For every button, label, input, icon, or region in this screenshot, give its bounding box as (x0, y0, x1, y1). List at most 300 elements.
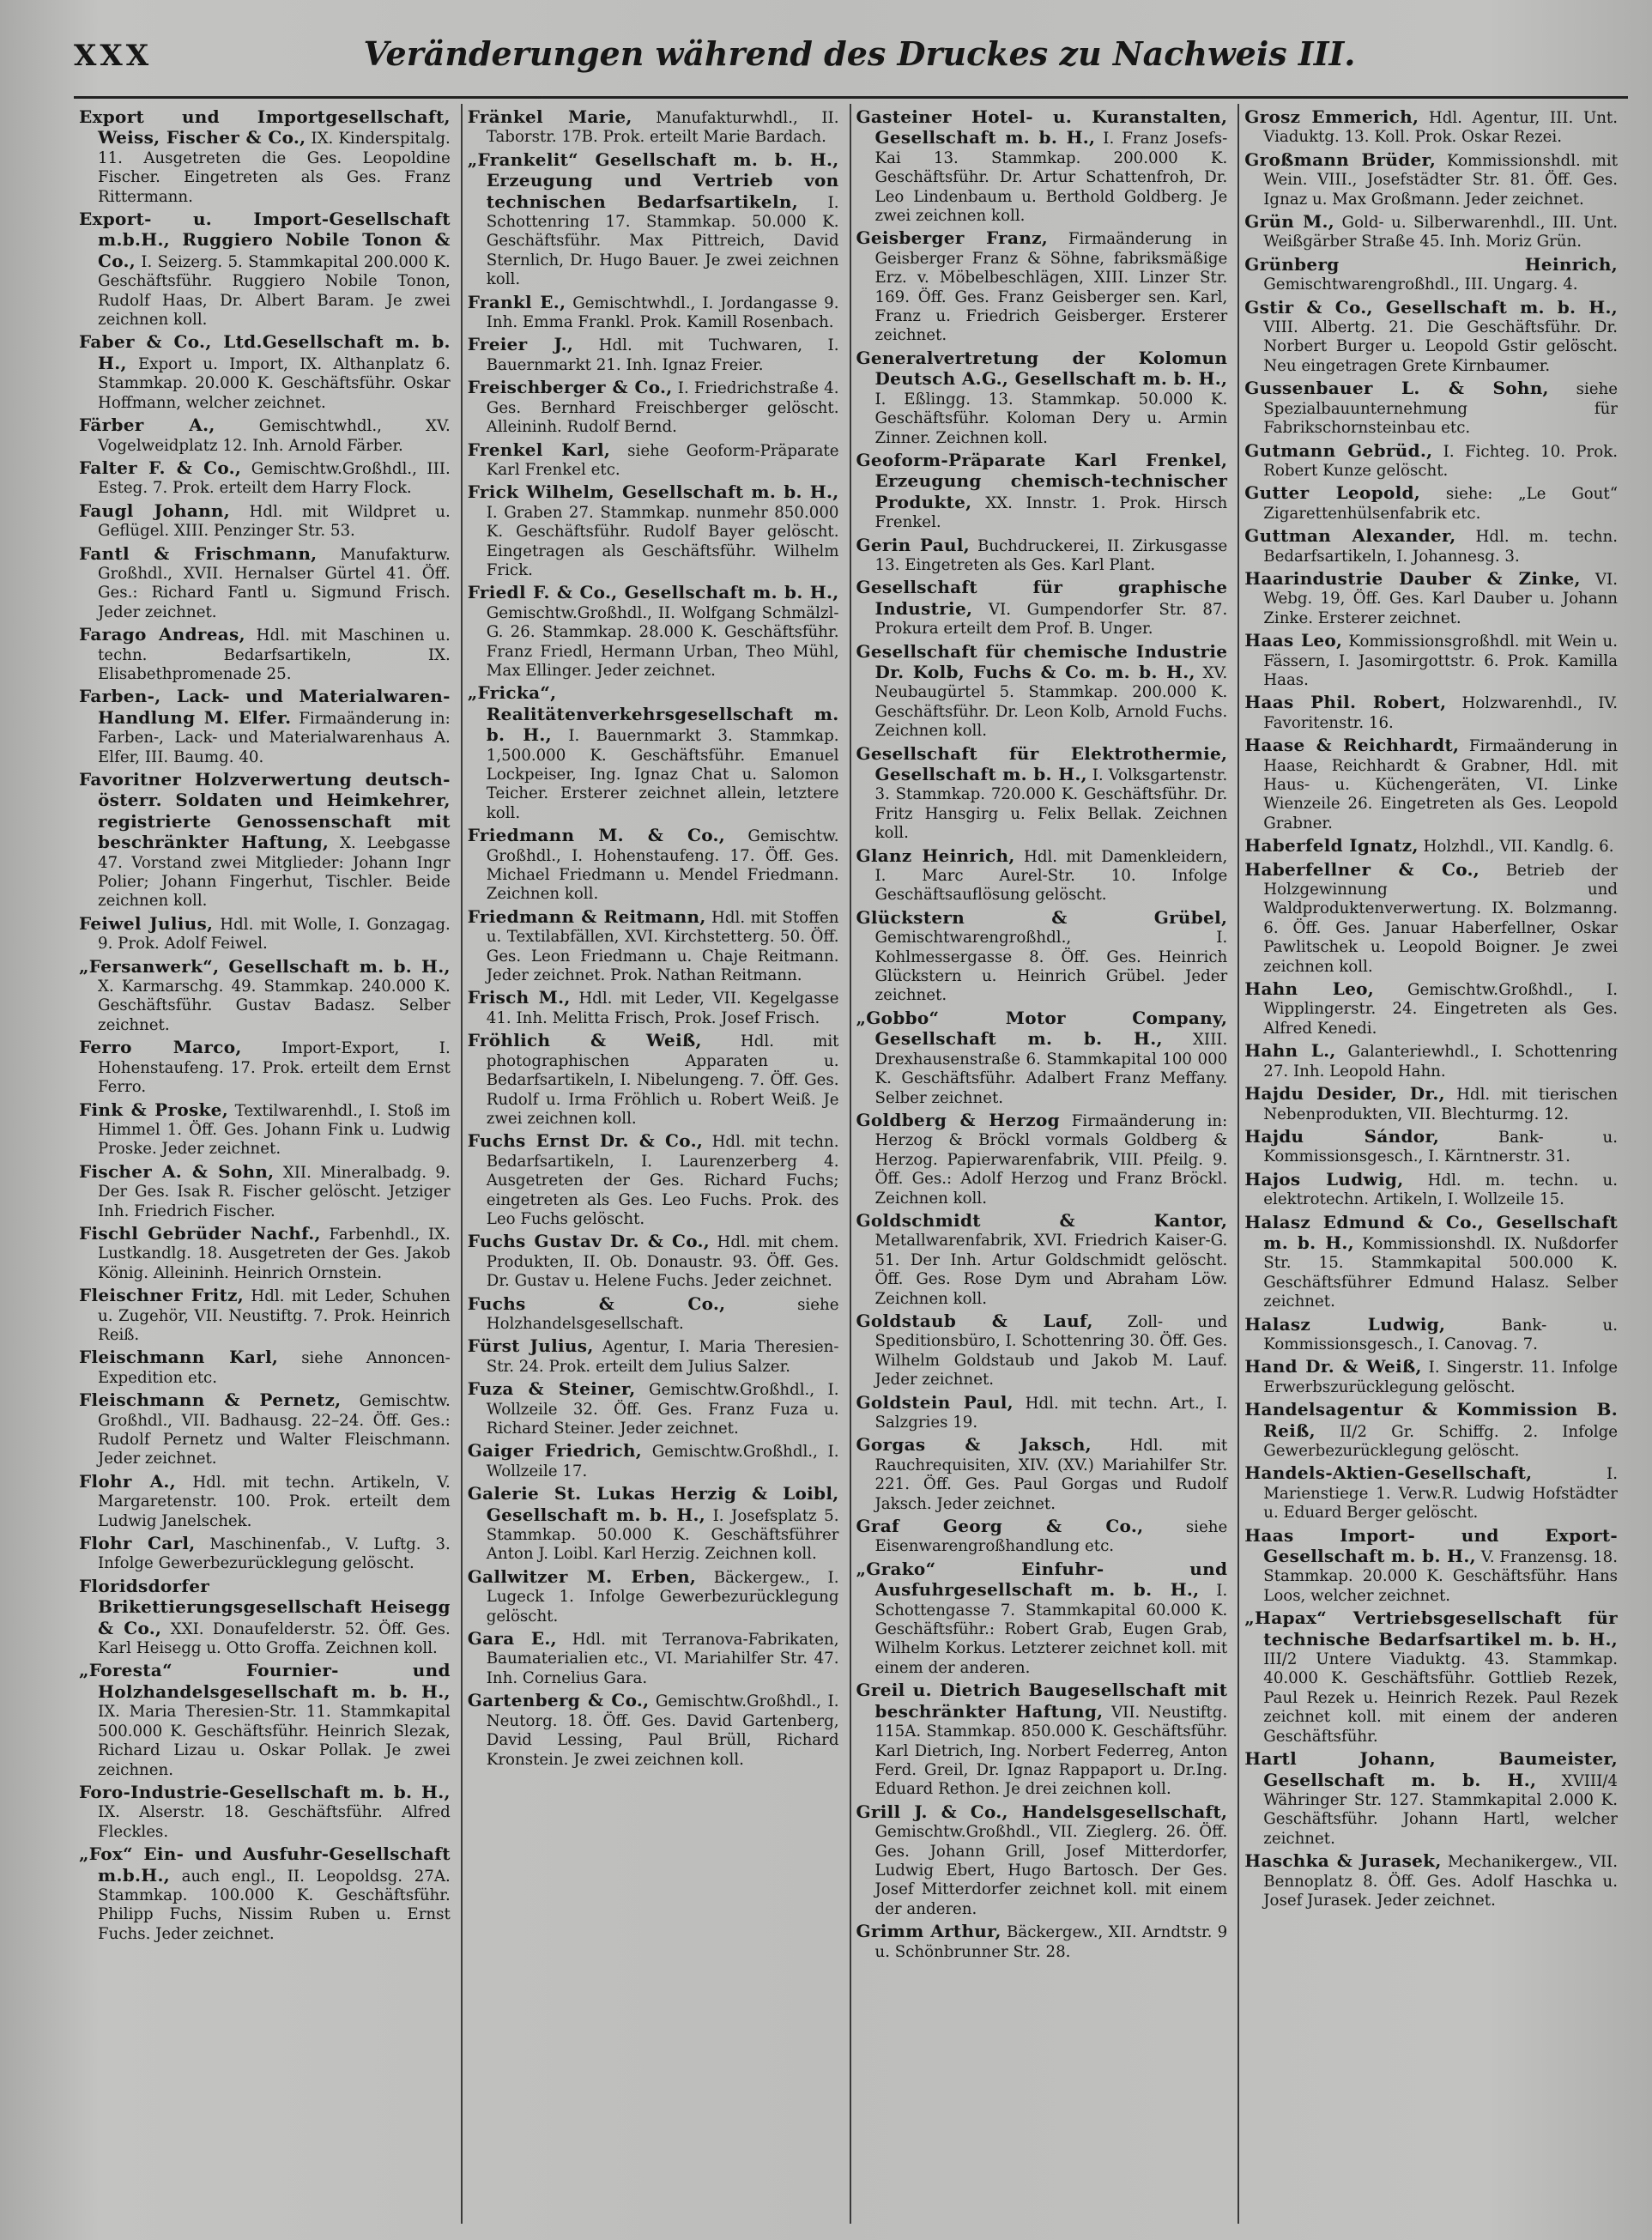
directory-entry (1244, 836, 1618, 857)
directory-entry (856, 1211, 1228, 1309)
directory-entry (79, 1286, 451, 1345)
entry-text: XIII. Drexhausenstraße 6. Stammkapital 100 000 K. Geschäftsführ. Adalbert Franz Meffany. Selber zeichnet. (874, 1031, 1228, 1107)
entry-text: Holzwarenhdl., IV. Favoritenstr. 16. (1263, 694, 1618, 732)
entry-text: Firmaänderung in: Herzog & Bröckl vormals Goldberg & Herzog. Papierwarenfabrik, VIII. Pfeilg. 9. Öff. Ges.: Adolf Herzog und Franz Bröckl. Zeichnen koll. (874, 1111, 1228, 1208)
entry-text: siehe Annoncen-Expedition etc. (98, 1349, 451, 1387)
directory-entry (856, 642, 1228, 742)
entry-text: III/2 Untere Viaduktg. 43. Stammkap. 40.000 K. Geschäftsführ. Gottlieb Rezek, Paul Rezek u. Heinrich Rezek. Paul Rezek zeichnet koll. mit einem der anderen Geschäftsführ. (1263, 1650, 1618, 1746)
entry-name: Haberfellner & Co., (1244, 858, 1480, 880)
entry-text: Gemischtwarengroßhdl., III. Ungarg. 4. (1263, 275, 1578, 294)
directory-entry (856, 1008, 1228, 1108)
directory-entry (856, 451, 1228, 533)
entry-text: Kommissionshdl. mit Wein. VIII., Josefstädter Str. 81. Öff. Ges. Ignaz u. Max Großmann. Jeder zeichnet. (1263, 151, 1619, 209)
directory-entry (79, 332, 451, 413)
directory-entry (856, 1559, 1228, 1678)
entry-text: Hdl. Agentur, III. Unt. Viaduktg. 13. Koll. Prok. Oskar Rezei. (1263, 109, 1618, 147)
entry-text: I. Franz Josefs-Kai 13. Stammkap. 200.000 K. Geschäftsführ. Dr. Artur Schattenfroh, Dr. Leo Lindenbaum u. Berthold Goldberg. Je zwei zeichnen koll. (874, 130, 1228, 226)
entry-name: Haschka & Jurasek, (1244, 1850, 1442, 1872)
entry-name: Grosz Emmerich, (1244, 106, 1419, 127)
entry-text: auch engl., II. Leopoldsg. 27A. Stammkap. 100.000 K. Geschäftsführ. Philipp Fuchs, Nissim Ruben u. Ernst Fuchs. Jeder zeichnet. (98, 1867, 451, 1943)
entry-text: I. Fichteg. 10. Prok. Robert Kunze gelöscht. (1263, 442, 1618, 480)
entry-name: „Fersanwerk“, Gesellschaft m. b. H., (79, 955, 451, 977)
entry-name: Generalvertretung der Kolomun Deutsch A.G., Gesellschaft m. b. H., (856, 347, 1228, 390)
column-1 (74, 104, 463, 2224)
entry-name: Fuchs Gustav Dr. & Co., (467, 1231, 711, 1252)
directory-entry (79, 1472, 451, 1531)
directory-entry (468, 1031, 839, 1129)
entry-name: Haberfeld Ignatz, (1244, 835, 1419, 857)
entry-name: Goldstein Paul, (856, 1391, 1014, 1413)
directory-entry (856, 846, 1228, 905)
entry-text: Hdl. m. techn. u. elektrotechn. Artikeln, I. Wollzeile 15. (1263, 1171, 1618, 1209)
directory-entry (1244, 1463, 1618, 1523)
entry-text: siehe Geoform-Präparate Karl Frenkel etc. (486, 441, 839, 479)
entry-name: Fischer A. & Sohn, (79, 1160, 275, 1182)
entry-name: Gstir & Co., Gesellschaft m. b. H., (1244, 296, 1618, 318)
entry-name: Grünberg Heinrich, (1244, 253, 1618, 275)
entry-text: Hdl. mit Wolle, I. Gonzagag. 9. Prok. Adolf Feiwel. (98, 915, 451, 954)
entry-text: Hdl. mit Leder, Schuhen u. Zugehör, VII. Neustiftg. 7. Prok. Heinrich Reiß. (98, 1287, 451, 1344)
entry-name: Haas Leo, (1244, 630, 1343, 651)
entry-text: Gold- u. Silberwarenhdl., III. Unt. Weißgärber Straße 45. Inh. Moriz Grün. (1263, 214, 1618, 251)
directory-entry (1244, 441, 1618, 481)
entry-text: I. Volksgartenstr. 3. Stammkap. 720.000 K. Geschäftsführ. Dr. Fritz Hansgirg u. Felix Bellak. Zeichnen koll. (874, 766, 1228, 843)
entry-name: Hajdu Sándor, (1244, 1125, 1440, 1147)
directory-entry (468, 1336, 839, 1377)
entry-text: XV. Neubaugürtel 5. Stammkap. 200.000 K. Geschäftsführ. Dr. Leon Kolb, Arnold Fuchs. Zeichnen koll. (874, 663, 1228, 741)
entry-name: Haase & Reichhardt, (1244, 735, 1460, 756)
column-3 (851, 104, 1240, 2224)
entry-name: Hajos Ludwig, (1244, 1168, 1404, 1190)
entry-text: Gemischtw.Großhdl., I. Wollzeile 32. Öff. Ges. Franz Fuza u. Richard Steiner. Jeder zeichnet. (486, 1381, 839, 1438)
directory-entry (468, 440, 839, 481)
entry-name: Gerin Paul, (856, 534, 970, 555)
directory-entry (468, 826, 839, 905)
entry-name: Frankl E., (467, 291, 566, 312)
entry-name: Halasz Ludwig, (1244, 1313, 1446, 1335)
directory-entry (468, 1441, 839, 1481)
directory-entry (856, 1680, 1228, 1799)
entry-name: Gutter Leopold, (1244, 482, 1421, 504)
entry-name: Fantl & Frischmann, (79, 542, 318, 564)
entry-text: Galanteriewhdl., I. Schottenring 27. Inh. Leopold Hahn. (1263, 1043, 1618, 1081)
directory-entry (79, 458, 451, 499)
directory-entry (1244, 298, 1618, 377)
entry-name: Fleischner Fritz, (79, 1285, 245, 1306)
entry-text: Hdl. mit photographischen Apparaten u. Bedarfsartikeln, I. Nibelungeng. 7. Öff. Ges. Rudolf u. Irma Fröhlich u. Robert Weiß. Je zwei zeichnen koll. (486, 1032, 839, 1128)
entry-text: Maschinenfab., V. Luftg. 3. Infolge Gewerbezurücklegung gelöscht. (98, 1535, 451, 1573)
entry-name: Fränkel Marie, (467, 106, 632, 127)
entry-text: Hdl. mit Leder, VII. Kegelgasse 41. Inh. Melitta Frisch, Prok. Josef Frisch. (486, 990, 839, 1027)
entry-text: Hdl. mit Rauchrequisiten, XIV. (XV.) Mariahilfer Str. 221. Öff. Ges. Paul Gorgas und Rudolf Jaksch. Jeder zeichnet. (874, 1437, 1228, 1513)
entry-name: Fröhlich & Weiß, (467, 1030, 702, 1051)
directory-entry (1244, 483, 1618, 524)
directory-entry (468, 1131, 839, 1229)
entry-text: Hdl. mit Damenkleidern, I. Marc Aurel-Str. 10. Infolge Geschäftsauflösung gelöscht. (874, 847, 1228, 905)
directory-entry (79, 1844, 451, 1944)
entry-text: siehe: „Le Gout“ Zigarettenhülsenfabrik etc. (1263, 485, 1618, 523)
entry-text: Manufakturw. Großhdl., XVII. Hernalser Gürtel 41. Öff. Ges.: Richard Fantl u. Sigmund Frisch. Jeder zeichnet. (98, 545, 451, 621)
entry-name: Floridsdorfer Brikettierungsgesellschaft Heisegg & Co., (79, 1575, 451, 1638)
directory-entry (1244, 1213, 1618, 1312)
entry-text: Hdl. mit Stoffen u. Textilabfällen, XVI. Kirchstetterg. 50. Öff. Ges. Leon Friedmann u. Chaje Reitmann. Jeder zeichnet. Prok. Nathan Reitmann. (486, 908, 839, 985)
entry-name: „Fox“ Ein- und Ausfuhr-Gesellschaft m.b.H., (79, 1843, 451, 1886)
entry-text: XII. Mineralbadg. 9. Der Ges. Isak R. Fischer gelöscht. Jetziger Inh. Friedrich Fischer. (98, 1163, 451, 1220)
entry-text: Hdl. mit Tuchwaren, I. Bauernmarkt 21. Inh. Ignaz Freier. (486, 336, 839, 374)
entry-name: Gaiger Friedrich, (467, 1440, 643, 1462)
entry-name: Export und Importgesellschaft, Weiss, Fischer & Co., (79, 106, 451, 148)
entry-text: Gemischtw.Großhdl., VII. Zieglerg. 26. Öff. Ges. Johann Grill, Josef Mitterdorfer, Ludwig Ebert, Hugo Bartosch. Der Ges. Josef Mitterdorfer zeichnet koll. mit einem der anderen. (874, 1823, 1228, 1918)
directory-entry (468, 1294, 839, 1335)
entry-name: Fleischmann Karl, (79, 1347, 279, 1368)
entry-text: Export u. Import, IX. Althanplatz 6. Stammkap. 20.000 K. Geschäftsführ. Oskar Hoffmann, welcher zeichnet. (98, 354, 451, 412)
directory-entry (856, 1802, 1228, 1919)
entry-name: Gutmann Gebrüd., (1244, 439, 1433, 461)
column-2 (463, 104, 851, 2224)
entry-name: „Fricka“, Realitätenverkehrsgesellschaft m. b. H., (467, 682, 839, 746)
entry-name: Frisch M., (467, 987, 571, 1008)
entry-name: Gartenberg & Co., (467, 1690, 650, 1711)
entry-name: Gesellschaft für chemische Industrie Dr. Kolb, Fuchs & Co. m. b. H., (856, 640, 1228, 682)
entry-text: Holzhdl., VII. Kandlg. 6. (1418, 838, 1614, 857)
directory-entry (468, 1379, 839, 1438)
entry-name: Hahn L., (1244, 1040, 1336, 1062)
entry-name: Galerie St. Lukas Herzig & Loibl, Gesellschaft m. b. H., (467, 1483, 839, 1525)
entry-name: Handels-Aktien-Gesellschaft, (1244, 1462, 1533, 1484)
directory-entry (856, 228, 1228, 345)
directory-entry (79, 914, 451, 954)
directory-entry (79, 107, 451, 207)
directory-entry (468, 1691, 839, 1770)
directory-entry (1244, 378, 1618, 438)
directory-entry (856, 1922, 1228, 1962)
entry-name: Hahn Leo, (1244, 978, 1375, 1000)
entry-text: Betrieb der Holzgewinnung und Waldproduktenverwertung. IX. Bolzmanng. 6. Öff. Ges. Januar Haberfellner, Oskar Pawlitschek u. Leopold Boigner. Je zwei zeichnen koll. (1263, 861, 1618, 976)
entry-text: Textilwarenhdl., I. Stoß im Himmel 1. Öff. Ges. Johann Fink u. Ludwig Proske. Jeder zeichnet. (98, 1101, 451, 1159)
entry-text: Farbenhdl., IX. Lustkandlg. 18. Ausgetreten der Ges. Jakob König. Alleininh. Heinrich Ornstein. (98, 1225, 451, 1282)
directory-entry (1244, 631, 1618, 690)
entry-text: Firmaänderung in Geisberger Franz & Söhne, fabriksmäßige Erz. v. Möbelbeschlägen, XIII. Linzer Str. 169. Öff. Ges. Franz Geisberger sen. Karl, Franz u. Friedrich Geisberger. Ersterer zeichnet. (874, 230, 1228, 345)
entry-name: Grün M., (1244, 211, 1335, 233)
entry-name: Fink & Proske, (79, 1099, 228, 1120)
entry-name: Fuchs & Co., (467, 1293, 726, 1314)
directory-entry (79, 770, 451, 911)
entry-text: Manufakturwhdl., II. Taborstr. 17B. Prok. erteilt Marie Bardach. (486, 109, 839, 147)
entry-text: I. Graben 27. Stammkap. nunmehr 850.000 K. Geschäftsführ. Rudolf Bayer gelöscht. Eingetragen als Geschäftsführ. Wilhelm Frick. (486, 503, 839, 579)
directory-entry (1244, 1400, 1618, 1461)
directory-entry (79, 1162, 451, 1221)
entry-name: Fleischmann & Pernetz, (79, 1389, 342, 1411)
directory-entry (468, 1567, 839, 1626)
entry-name: „Foresta“ Fournier- und Holzhandelsgesellschaft m. b. H., (79, 1660, 451, 1702)
directory-entry (1244, 1170, 1618, 1210)
directory-entry (468, 293, 839, 333)
entry-name: Graf Georg & Co., (856, 1516, 1144, 1537)
directory-entry (1244, 107, 1618, 148)
entry-text: Kommissionsgroßhdl. mit Wein u. Fässern, I. Jasomirgottstr. 6. Prok. Kamilla Haas. (1263, 633, 1619, 689)
directory-entry (1244, 693, 1618, 733)
entry-name: Hand Dr. & Weiß, (1244, 1356, 1422, 1377)
entry-name: Halasz Edmund & Co., Gesellschaft m. b. H., (1244, 1211, 1618, 1253)
entry-text: Agentur, I. Maria Theresien-Str. 24. Prok. erteilt dem Julius Salzer. (486, 1338, 839, 1376)
entry-text: Zoll- und Speditionsbüro, I. Schottenring 30. Öff. Ges. Wilhelm Goldstaub und Jakob M. Lauf. Jeder zeichnet. (874, 1312, 1228, 1389)
directory-entry (856, 744, 1228, 844)
directory-entry (468, 1484, 839, 1565)
entry-text: XXI. Donaufelderstr. 52. Öff. Ges. Karl Heisegg u. Otto Groffa. Zeichnen koll. (98, 1619, 451, 1658)
entry-name: Gara E., (467, 1628, 557, 1650)
entry-name: Geoform-Präparate Karl Frenkel, Erzeugung chemisch-technischer Produkte, (856, 449, 1228, 512)
entry-name: Freier J., (467, 334, 574, 355)
entry-text: Gemischtw.Großhdl., I. Neutorg. 18. Öff. Ges. David Gartenberg, David Lessing, Paul Brüll, Richard Kronstein. Je zwei zeichnen koll. (486, 1692, 839, 1769)
entry-text: siehe Holzhandelsgesellschaft. (486, 1295, 839, 1333)
entry-text: Import-Export, I. Hohenstaufeng. 17. Prok. erteilt dem Ernst Ferro. (98, 1039, 451, 1097)
entry-text: Firmaänderung in: Farben-, Lack- und Materialwarenhaus A. Elfer, III. Baumg. 40. (98, 709, 451, 766)
entry-text: Hdl. mit tierischen Nebenprodukten, VII. Blechturmg. 12. (1263, 1086, 1618, 1123)
entry-name: Frick Wilhelm, Gesellschaft m. b. H., (467, 481, 839, 503)
entry-text: Kommissionshdl. IX. Nußdorfer Str. 15. Stammkapital 500.000 K. Geschäftsführer Edmund Halasz. Selber zeichnet. (1263, 1234, 1618, 1311)
entry-name: Grimm Arthur, (856, 1921, 1001, 1942)
directory-entry (79, 957, 451, 1036)
entry-name: Freischberger & Co., (467, 377, 673, 398)
entry-text: I. Marienstiege 1. Verw.R. Ludwig Hofstädter u. Eduard Berger gelöscht. (1263, 1465, 1618, 1523)
entry-text: I. Singerstr. 11. Infolge Erwerbszurücklegung gelöscht. (1263, 1359, 1618, 1396)
entry-name: Gesellschaft für Elektrothermie, Gesellschaft m. b. H., (856, 742, 1228, 784)
entry-name: Glanz Heinrich, (856, 845, 1015, 866)
entry-name: Falter F. & Co., (79, 457, 242, 478)
entry-name: Haarindustrie Dauber & Zinke, (1244, 567, 1581, 589)
entry-name: Haas Import- und Export-Gesellschaft m. b. H., (1244, 1524, 1618, 1567)
entry-name: Großmann Brüder, (1244, 148, 1437, 170)
directory-entry (1244, 736, 1618, 833)
entry-text: Gemischtw.Großhdl., III. Esteg. 7. Prok. erteilt dem Harry Flock. (98, 459, 451, 498)
directory-entry (856, 1517, 1228, 1557)
entry-name: Farago Andreas, (79, 624, 245, 645)
entry-text: siehe Spezialbauunternehmung für Fabrikschornsteinbau etc. (1263, 380, 1619, 438)
entry-name: Grill J. & Co., Handelsgesellschaft, (856, 1801, 1228, 1822)
entry-name: Friedmann M. & Co., (467, 825, 726, 846)
directory-entry (1244, 1041, 1618, 1081)
directory-entry (79, 1100, 451, 1159)
directory-entry (468, 378, 839, 437)
entry-text: Bank- u. Kommissionsgesch., I. Kärntnerstr. 31. (1263, 1128, 1619, 1166)
entry-text: Bäckergew., XII. Arndtstr. 9 u. Schönbrunner Str. 28. (874, 1923, 1228, 1961)
entry-text: VII. Neustiftg. 115A. Stammkap. 850.000 K. Geschäftsführ. Karl Dietrich, Ing. Norbert Federreg, Anton Ferd. Greil, Dr. Ignaz Rappaport u. Dr.Ing. Eduard Rethon. Je drei zeichnen koll. (874, 1703, 1228, 1799)
entry-name: Gorgas & Jaksch, (856, 1434, 1092, 1456)
directory-entry (468, 150, 839, 290)
directory-entry (79, 501, 451, 542)
entry-text: Hdl. mit Terranova-Fabrikaten, Baumaterialien etc., VI. Mariahilfer Str. 47. Inh. Cornelius Gara. (486, 1631, 839, 1687)
entry-name: Hajdu Desider, Dr., (1244, 1083, 1445, 1105)
directory-entry (79, 1347, 451, 1388)
directory-entry (79, 1224, 451, 1283)
entry-text: Gemischtwhdl., XV. Vogelweidplatz 12. Inh. Arnold Färber. (98, 417, 451, 455)
entry-text: Gemischtw.Großhdl., II. Wolfgang Schmälzl-G. 26. Stammkap. 28.000 K. Geschäftsführ. Franz Friedl, Hermann Urban, Theo Mühl, Max Ellinger. Jeder zeichnet. (486, 603, 839, 680)
directory-entry (79, 544, 451, 623)
directory-entry (468, 683, 839, 823)
directory-entry (1244, 1315, 1618, 1355)
entry-name: Guttman Alexander, (1244, 525, 1456, 547)
entry-text: I. Schottengasse 7. Stammkapital 60.000 K. Geschäftsführ.: Robert Grab, Eugen Grab, Wilhelm Korkus. Letzterer zeichnet koll. mit einem der anderen. (874, 1582, 1228, 1677)
page-number: XXX (74, 39, 153, 73)
entry-name: Flohr Carl, (79, 1533, 196, 1554)
entry-name: Foro-Industrie-Gesellschaft m. b. H., (79, 1781, 451, 1802)
entry-text: VI. Webg. 19, Öff. Ges. Karl Dauber u. Johann Zinke. Ersterer zeichnet. (1263, 570, 1618, 627)
entry-name: Export- u. Import-Gesellschaft m.b.H., Ruggiero Nobile Tonon & Co., (79, 209, 451, 271)
entry-name: „Frankelit“ Gesellschaft m. b. H., Erzeugung und Vertrieb von technischen Bedarfsartikeln, (467, 148, 839, 212)
entry-text: I. Friedrichstraße 4. Ges. Bernhard Freischberger gelöscht. Alleininh. Rudolf Bernd. (486, 379, 839, 437)
directory-entry (1244, 526, 1618, 566)
entry-name: Glückstern & Grübel, (856, 906, 1228, 928)
directory-entry (79, 687, 451, 767)
entry-name: Gussenbauer L. & Sohn, (1244, 378, 1549, 399)
entry-text: X. Karmarschg. 49. Stammkap. 240.000 K. Geschäftsführ. Gustav Badasz. Selber zeichnet. (98, 978, 451, 1034)
entry-text: Hdl. m. techn. Bedarfsartikeln, I. Johannesg. 3. (1263, 528, 1618, 566)
entry-text: siehe Eisenwarengroßhandlung etc. (874, 1518, 1228, 1556)
entry-text: IX. Kinderspitalg. 11. Ausgetreten die Ges. Leopoldine Fischer. Eingetreten als Ges. Franz Rittermann. (98, 130, 451, 206)
directory-entry (79, 1038, 451, 1097)
entry-text: Gemischtw.Großhdl., I. Wollzeile 17. (486, 1443, 839, 1480)
entry-name: Fischl Gebrüder Nachf., (79, 1222, 321, 1244)
directory-entry (856, 348, 1228, 448)
directory-entry (856, 1393, 1228, 1433)
directory-entry (1244, 1526, 1618, 1607)
entry-name: Gesellschaft für graphische Industrie, (856, 577, 1228, 619)
entry-text: Bank- u. Kommissionsgesch., I. Canovag. 7. (1263, 1316, 1618, 1353)
entry-name: Geisberger Franz, (856, 227, 1049, 249)
entry-name: „Gobbo“ Motor Company, Gesellschaft m. b. H., (856, 1007, 1228, 1050)
entry-name: Friedmann & Reitmann, (467, 905, 706, 927)
entry-name: Flohr A., (79, 1470, 176, 1492)
entry-name: Hartl Johann, Baumeister, Gesellschaft m. b. H., (1244, 1748, 1618, 1790)
entry-text: Gemischtwarengroßhdl., I. Kohlmessergasse 8. Öff. Ges. Heinrich Glückstern u. Heinrich Grübel. Jeder zeichnet. (874, 929, 1228, 1005)
directory-entry (79, 1577, 451, 1659)
entry-text: VI. Gumpendorfer Str. 87. Prokura erteilt dem Prof. B. Unger. (874, 600, 1228, 639)
entry-name: Farben-, Lack- und Materialwaren-Handlung M. Elfer. (79, 686, 451, 728)
entry-text: I. Seizerg. 5. Stammkapital 200.000 K. Geschäftsführ. Ruggiero Nobile Tonon, Rudolf Haas, Dr. Albert Baram. Je zwei zeichnen koll. (98, 252, 451, 330)
entry-text: Hdl. mit techn. Artikeln, V. Margaretenstr. 100. Prok. erteilt dem Ludwig Janelschek. (98, 1473, 451, 1530)
entry-name: Frenkel Karl, (467, 439, 611, 460)
entry-text: Hdl. mit Maschinen u. techn. Bedarfsartikeln, IX. Elisabethpromenade 25. (98, 627, 451, 683)
entry-text: I. Eßlingg. 13. Stammkap. 50.000 K. Geschäftsführ. Koloman Dery u. Armin Zinner. Zeichnen koll. (874, 390, 1228, 447)
entry-name: Haas Phil. Robert, (1244, 692, 1447, 713)
entry-text: Metallwarenfabrik, XVI. Friedrich Kaiser-G. 51. Der Inh. Artur Goldschmidt gelöscht. Öff. Ges. Rose Dym und Abraham Löw. Zeichnen koll. (874, 1232, 1228, 1308)
entry-name: Fuchs Ernst Dr. & Co., (467, 1130, 704, 1152)
entry-name: Ferro Marco, (79, 1037, 242, 1058)
directory-entry (79, 415, 451, 456)
directory-entry (79, 1661, 451, 1779)
entry-name: Goldstaub & Lauf, (856, 1310, 1093, 1331)
entry-name: Faber & Co., Ltd.Gesellschaft m. b. H., (79, 331, 451, 373)
entry-text: Hdl. mit techn. Bedarfsartikeln, I. Laurenzerberg 4. Ausgetreten der Ges. Richard Fuchs; eingetreten als Ges. Leo Fuchs. Prok. des Leo Fuchs gelöscht. (486, 1133, 839, 1228)
entry-name: Goldberg & Herzog (856, 1109, 1060, 1130)
entry-text: V. Franzensg. 18. Stammkap. 20.000 K. Geschäftsführ. Hans Loos, welcher zeichnet. (1263, 1548, 1618, 1605)
entry-text: Bäckergew., I. Lugeck 1. Infolge Gewerbezurücklegung gelöscht. (486, 1568, 839, 1626)
entry-text: Gemischtwhdl., I. Jordangasse 9. Inh. Emma Frankl. Prok. Kamill Rosenbach. (486, 294, 839, 332)
directory-entry (1244, 1851, 1618, 1910)
directory-entry (856, 578, 1228, 639)
entry-text: VIII. Albertg. 21. Die Geschäftsführ. Dr. Norbert Burger u. Leopold Gstir gelöscht. Neu eingetragen Grete Kirnbaumer. (1263, 318, 1618, 375)
entry-text: Hdl. mit techn. Art., I. Salzgries 19. (874, 1394, 1228, 1432)
directory-entry (1244, 150, 1618, 209)
directory-entry (856, 908, 1228, 1006)
entry-name: Färber A., (79, 415, 215, 436)
entry-name: Fürst Julius, (467, 1335, 594, 1357)
directory-entry (1244, 979, 1618, 1038)
entry-text: XX. Innstr. 1. Prok. Hirsch Frenkel. (874, 493, 1228, 532)
directory-entry (79, 209, 451, 330)
entry-text: II/2 Gr. Schiffg. 2. Infolge Gewerbezurücklegung gelöscht. (1263, 1422, 1618, 1460)
directory-entry (79, 1783, 451, 1842)
directory-entry (1244, 1357, 1618, 1397)
directory-entry (468, 907, 839, 986)
entry-text: XVIII/4 Währinger Str. 127. Stammkapital 2.000 K. Geschäftsführ. Johann Hartl, welcher zeichnet. (1263, 1771, 1618, 1848)
entry-name: Favoritner Holzverwertung deutsch-österr. Soldaten und Heimkehrer, registrierte Genossenschaft mit beschränkter Haftung, (79, 769, 451, 853)
entry-text: Gemischtw. Großhdl., I. Hohenstaufeng. 17. Öff. Ges. Michael Friedmann u. Mendel Friedmann. Zeichnen koll. (486, 827, 839, 904)
directory-entry (468, 335, 839, 375)
directory-entry (1244, 212, 1618, 252)
entry-text: Mechanikergew., VII. Bennoplatz 8. Öff. Ges. Adolf Haschka u. Josef Jurasek. Jeder zeichnet. (1263, 1853, 1618, 1910)
entry-text: IX. Alserstr. 18. Geschäftsführ. Alfred Fleckles. (98, 1803, 451, 1841)
directory-entry (856, 107, 1228, 226)
column-4 (1239, 104, 1628, 2224)
directory-entry (468, 583, 839, 681)
directory-entry (468, 1232, 839, 1291)
entry-name: Handelsagentur & Kommission B. Reiß, (1244, 1399, 1618, 1441)
directory-entry (856, 1435, 1228, 1514)
directory-entry (1244, 1749, 1618, 1849)
entry-text: X. Leebgasse 47. Vorstand zwei Mitglieder: Johann Ingr Polier; Johann Fingerhut, Tischler. Beide zeichnen koll. (98, 834, 451, 911)
directory-entry (1244, 1127, 1618, 1167)
entry-name: „Hapax“ Vertriebsgesellschaft für technische Bedarfsartikel m. b. H., (1244, 1607, 1618, 1650)
entry-name: Gallwitzer M. Erben, (467, 1565, 697, 1587)
entry-text: Hdl. mit Wildpret u. Geflügel. XIII. Penzinger Str. 53. (98, 502, 451, 541)
entry-text: Gemischtw.Großhdl., I. Wipplingerstr. 24. Eingetreten als Ges. Alfred Kenedi. (1263, 981, 1618, 1038)
directory-entry (79, 1534, 451, 1574)
entry-text: I. Schottenring 17. Stammkap. 50.000 K. Geschäftsführ. Max Pittreich, David Sternlich, Dr. Hugo Bauer. Je zwei zeichnen koll. (486, 193, 839, 289)
page-title: Veränderungen während des Druckes zu Nachweis III. (363, 34, 1356, 73)
directory-entry (1244, 569, 1618, 628)
directory-entry (468, 1629, 839, 1688)
entry-name: „Grako“ Einfuhr- und Ausfuhrgesellschaft m. b. H., (856, 1558, 1228, 1601)
directory-entry (856, 1311, 1228, 1390)
page-header (74, 34, 1628, 99)
entry-name: Gasteiner Hotel- u. Kuranstalten, Gesellschaft m. b. H., (856, 106, 1228, 148)
directory-entry (1244, 860, 1618, 977)
directory-entry (1244, 1084, 1618, 1124)
entry-text: I. Bauernmarkt 3. Stammkap. 1,500.000 K. Geschäftsführ. Emanuel Lockpeiser, Ing. Ignaz Chat u. Salomon Teicher. Ersterer zeichnet allein, letztere koll. (486, 727, 839, 822)
entry-text: Gemischtw. Großhdl., VII. Badhausg. 22–24. Öff. Ges.: Rudolf Pernetz und Walter Fleischmann. Jeder zeichnet. (98, 1392, 451, 1468)
directory-entry (856, 1111, 1228, 1208)
entry-name: Faugl Johann, (79, 499, 231, 521)
entry-name: Feiwel Julius, (79, 912, 214, 934)
directory-entry (468, 107, 839, 148)
entries-columns (74, 104, 1628, 2224)
directory-entry (1244, 255, 1618, 295)
entry-name: Goldschmidt & Kantor, (856, 1209, 1228, 1231)
entry-text: IX. Maria Theresien-Str. 11. Stammkapital 500.000 K. Geschäftsführ. Heinrich Slezak, Richard Lizau u. Oskar Pollak. Je zwei zeichnen. (98, 1703, 451, 1779)
directory-entry (856, 536, 1228, 576)
directory-entry (468, 482, 839, 580)
entry-text: Buchdruckerei, II. Zirkusgasse 13. Eingetreten als Ges. Karl Plant. (874, 536, 1228, 574)
entry-name: Friedl F. & Co., Gesellschaft m. b. H., (467, 582, 839, 603)
entry-text: Firmaänderung in Haase, Reichhardt & Grabner, Hdl. mit Haus- u. Küchengeräten, VI. Linke Wienzeile 26. Eingetreten als Ges. Leopold Grabner. (1263, 737, 1618, 832)
directory-entry (468, 988, 839, 1028)
entry-text: I. Josefsplatz 5. Stammkap. 50.000 K. Geschäftsführer Anton J. Loibl. Karl Herzig. Zeichnen koll. (486, 1506, 839, 1564)
entry-name: Fuza & Steiner, (467, 1378, 636, 1400)
entry-text: Hdl. mit chem. Produkten, II. Ob. Donaustr. 93. Öff. Ges. Dr. Gustav u. Helene Fuchs. Jeder zeichnet. (486, 1233, 839, 1291)
entry-name: Greil u. Dietrich Baugesellschaft mit beschränkter Haftung, (856, 1680, 1228, 1722)
directory-entry (79, 625, 451, 684)
